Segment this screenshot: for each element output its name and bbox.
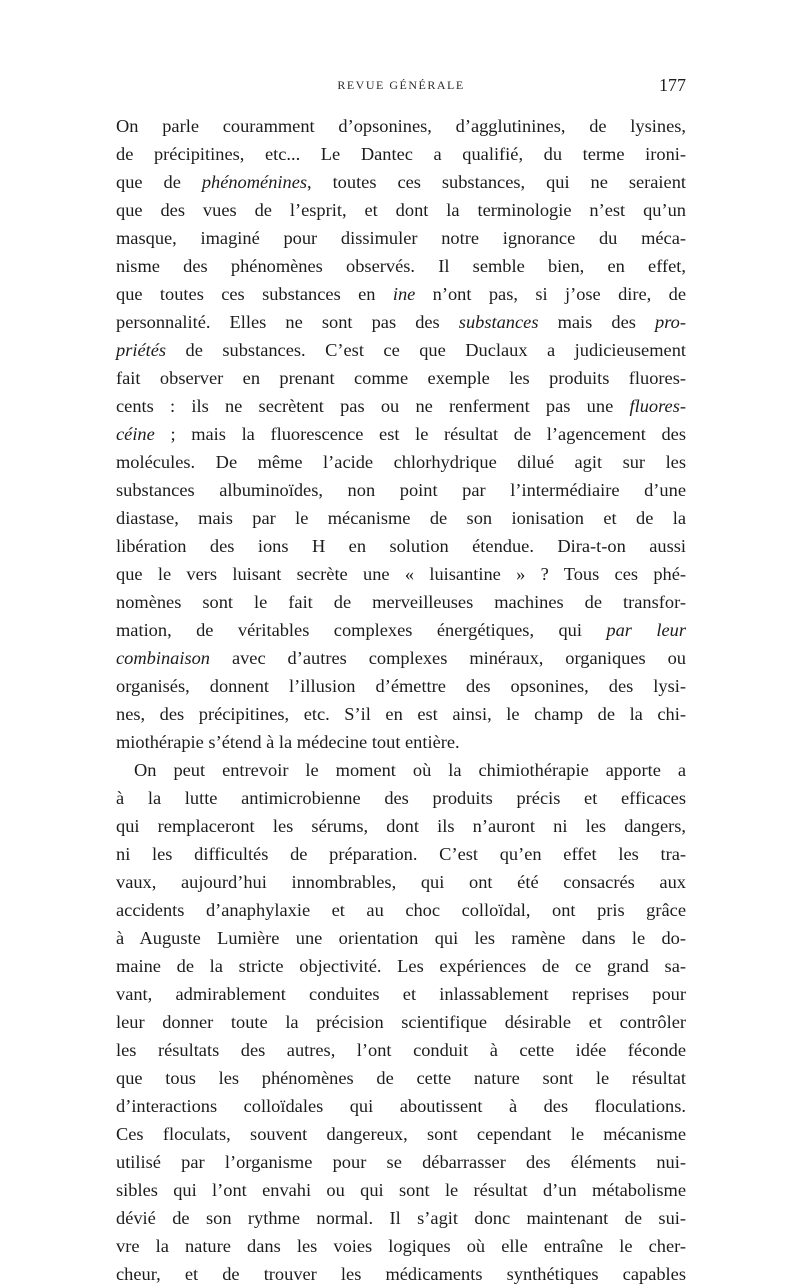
text-line bbox=[116, 308, 686, 336]
text-line bbox=[116, 280, 686, 308]
text-line bbox=[116, 252, 686, 280]
text-line bbox=[116, 784, 686, 812]
text-run: dévié de son rythme normal. Il s’agit donc maintenant de sui- bbox=[116, 1208, 686, 1228]
text-run: vant, admirablement conduites et inlassablement reprises pour bbox=[116, 984, 686, 1004]
text-run: de précipitines, etc... Le Dantec a qualifié, du terme ironi- bbox=[116, 144, 686, 164]
text-line bbox=[116, 112, 686, 140]
text-run: nisme des phénomènes observés. Il semble bien, en effet, bbox=[116, 256, 686, 276]
text-run: Ces floculats, souvent dangereux, sont cependant le mécanisme bbox=[116, 1124, 686, 1144]
text-line bbox=[116, 1092, 686, 1120]
text-run: utilisé par l’organisme pour se débarrasser des éléments nui- bbox=[116, 1152, 686, 1172]
text-line bbox=[116, 1260, 686, 1288]
text-run: diastase, mais par le mécanisme de son ionisation et de la bbox=[116, 508, 686, 528]
text-line bbox=[116, 364, 686, 392]
text-run: fait observer en prenant comme exemple les produits fluores- bbox=[116, 368, 686, 388]
text-line bbox=[116, 1064, 686, 1092]
text-run: avec d’autres complexes minéraux, organiques ou bbox=[210, 648, 686, 668]
text-line bbox=[116, 1232, 686, 1260]
italic-term: phénoménines bbox=[201, 172, 308, 192]
text-line bbox=[116, 532, 686, 560]
italic-term: priétés bbox=[116, 340, 167, 360]
text-line bbox=[116, 1148, 686, 1176]
text-run: accidents d’anaphylaxie et au choc colloïdal, ont pris grâce bbox=[116, 900, 686, 920]
text-run: miothérapie s’étend à la médecine tout entière. bbox=[116, 732, 460, 752]
text-line bbox=[116, 644, 686, 672]
text-line bbox=[116, 560, 686, 588]
text-line bbox=[116, 1204, 686, 1232]
text-run: leur donner toute la précision scientifique désirable et contrôler bbox=[116, 1012, 686, 1032]
text-line bbox=[116, 616, 686, 644]
text-line bbox=[116, 196, 686, 224]
text-line bbox=[116, 1008, 686, 1036]
text-line bbox=[116, 812, 686, 840]
text-run: substances albuminoïdes, non point par l’intermédiaire d’une bbox=[116, 480, 686, 500]
text-run: organisés, donnent l’illusion d’émettre des opsonines, des lysi- bbox=[116, 676, 686, 696]
text-line bbox=[116, 924, 686, 952]
text-line bbox=[116, 588, 686, 616]
text-run: que de bbox=[116, 172, 202, 192]
text-run: cheur, et de trouver les médicaments synthétiques capables bbox=[116, 1264, 686, 1284]
text-run: On peut entrevoir le moment où la chimiothérapie apporte a bbox=[134, 760, 686, 780]
text-line bbox=[116, 1036, 686, 1064]
text-run: qui remplaceront les sérums, dont ils n’auront ni les dangers, bbox=[116, 816, 686, 836]
text-line bbox=[116, 336, 686, 364]
italic-term: substances bbox=[458, 312, 539, 332]
text-run: masque, imaginé pour dissimuler notre ignorance du méca- bbox=[116, 228, 686, 248]
text-run: de substances. C’est ce que Duclaux a judicieusement bbox=[166, 340, 686, 360]
text-line bbox=[116, 756, 686, 784]
text-run: On parle couramment d’opsonines, d’agglutinines, de lysines, bbox=[116, 116, 686, 136]
text-line bbox=[116, 868, 686, 896]
text-run: à la lutte antimicrobienne des produits précis et efficaces bbox=[116, 788, 686, 808]
text-run: d’interactions colloïdales qui aboutissent à des floculations. bbox=[116, 1096, 686, 1116]
italic-term: fluores- bbox=[629, 396, 686, 416]
text-line bbox=[116, 1120, 686, 1148]
italic-term: céine bbox=[116, 424, 155, 444]
text-line bbox=[116, 420, 686, 448]
text-run: maine de la stricte objectivité. Les expériences de ce grand sa- bbox=[116, 956, 686, 976]
text-line bbox=[116, 700, 686, 728]
text-line bbox=[116, 168, 686, 196]
body-text bbox=[116, 112, 686, 1288]
text-line bbox=[116, 980, 686, 1008]
text-line bbox=[116, 952, 686, 980]
text-line bbox=[116, 224, 686, 252]
text-run: sibles qui l’ont envahi ou qui sont le résultat d’un métabolisme bbox=[116, 1180, 686, 1200]
text-line bbox=[116, 896, 686, 924]
text-line bbox=[116, 728, 686, 756]
text-line bbox=[116, 392, 686, 420]
text-run: que tous les phénomènes de cette nature sont le résultat bbox=[116, 1068, 686, 1088]
text-run: personnalité. Elles ne sont pas des bbox=[116, 312, 459, 332]
running-title: REVUE GÉNÉRALE bbox=[337, 78, 465, 92]
italic-term: pro- bbox=[655, 312, 686, 332]
text-run: mation, de véritables complexes énergétiques, qui bbox=[116, 620, 607, 640]
text-line bbox=[116, 504, 686, 532]
text-run: ni les difficultés de préparation. C’est qu’en effet les tra- bbox=[116, 844, 686, 864]
text-run: cents : ils ne secrètent pas ou ne renferment pas une bbox=[116, 396, 630, 416]
text-line bbox=[116, 840, 686, 868]
text-run: molécules. De même l’acide chlorhydrique dilué agit sur les bbox=[116, 452, 686, 472]
text-run: nes, des précipitines, etc. S’il en est ainsi, le champ de la chi- bbox=[116, 704, 686, 724]
text-run: ; mais la fluorescence est le résultat de l’agencement des bbox=[154, 424, 686, 444]
italic-term: combinaison bbox=[116, 648, 210, 668]
text-run: mais des bbox=[538, 312, 655, 332]
text-run: nomènes sont le fait de merveilleuses machines de transfor- bbox=[116, 592, 686, 612]
text-run: n’ont pas, si j’ose dire, de bbox=[415, 284, 686, 304]
text-line bbox=[116, 476, 686, 504]
text-run: que toutes ces substances en bbox=[116, 284, 393, 304]
text-run: les résultats des autres, l’ont conduit à cette idée féconde bbox=[116, 1040, 686, 1060]
text-line bbox=[116, 140, 686, 168]
italic-term: ine bbox=[392, 284, 416, 304]
text-run: vaux, aujourd’hui innombrables, qui ont été consacrés aux bbox=[116, 872, 686, 892]
text-line bbox=[116, 1176, 686, 1204]
running-head bbox=[116, 75, 686, 98]
italic-term: par leur bbox=[606, 620, 686, 640]
text-run: que des vues de l’esprit, et dont la terminologie n’est qu’un bbox=[116, 200, 686, 220]
text-line bbox=[116, 672, 686, 700]
text-run: que le vers luisant secrète une « luisantine » ? Tous ces phé- bbox=[116, 564, 686, 584]
text-run: vre la nature dans les voies logiques où elle entraîne le cher- bbox=[116, 1236, 686, 1256]
text-run: libération des ions H en solution étendue. Dira-t-on aussi bbox=[116, 536, 686, 556]
text-line bbox=[116, 448, 686, 476]
text-run: , toutes ces substances, qui ne seraient bbox=[307, 172, 687, 192]
page-number: 177 bbox=[659, 75, 686, 95]
text-run: à Auguste Lumière une orientation qui les ramène dans le do- bbox=[116, 928, 686, 948]
